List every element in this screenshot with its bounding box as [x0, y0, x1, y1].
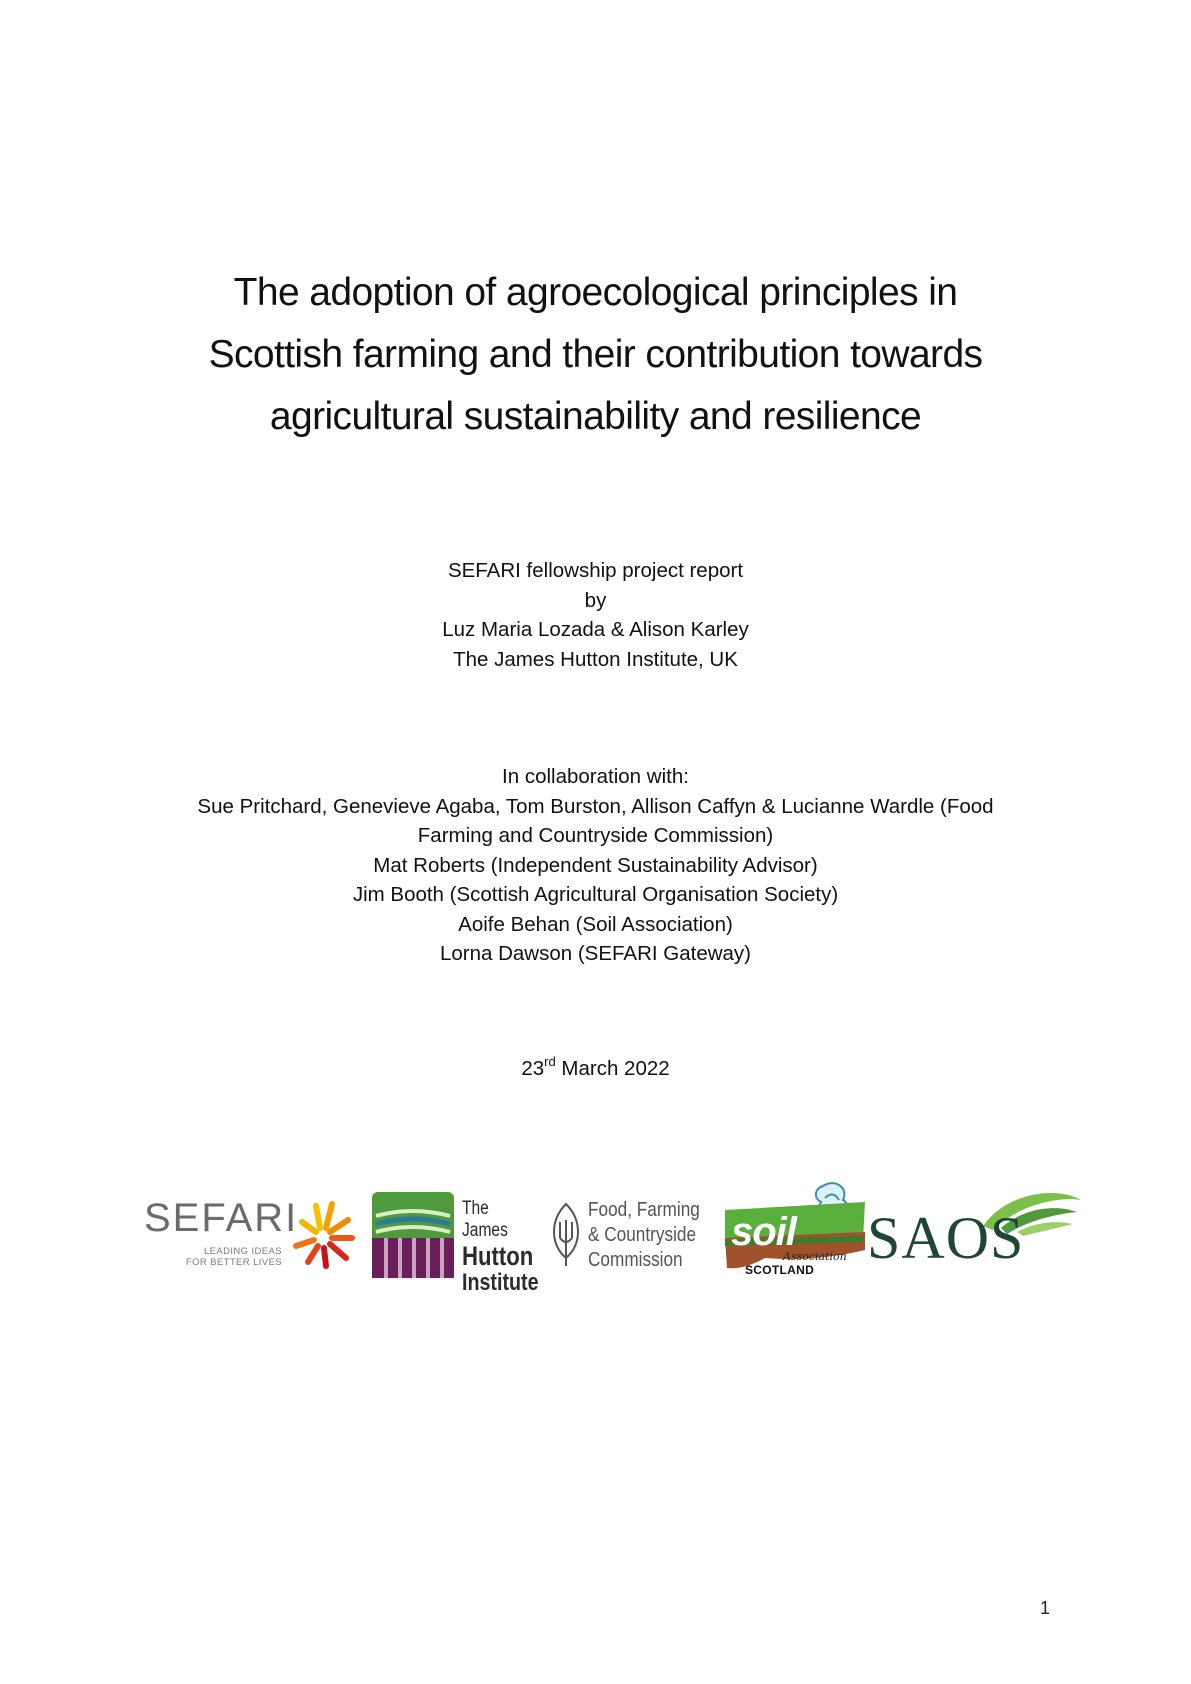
report-date [120, 1054, 1071, 1084]
soil-region: SCOTLAND [745, 1263, 815, 1277]
collaborator-line: Lorna Dawson (SEFARI Gateway) [439, 942, 752, 965]
soil-association-logo [725, 1180, 875, 1280]
collaborator-line: Jim Booth (Scottish Agricultural Organisation Society) [352, 883, 839, 906]
james-hutton-logo [372, 1192, 542, 1296]
report-title [120, 262, 1071, 448]
page-number: 1 [1040, 1598, 1051, 1618]
collaborator-line: Farming and Countryside Commission) [417, 824, 774, 847]
ffcc-line-2: & Countryside [588, 1224, 697, 1246]
ffcc-line-3: Commission [588, 1249, 683, 1271]
date-day: 23 [521, 1057, 545, 1080]
collaboration-heading: In collaboration with: [502, 765, 689, 788]
report-type: SEFARI fellowship project report [447, 559, 744, 582]
sefari-tagline-1: LEADING IDEAS [203, 1246, 282, 1257]
partner-logos [140, 1180, 1090, 1296]
report-institute: The James Hutton Institute, UK [453, 647, 738, 671]
hutton-line-2: Hutton [462, 1241, 534, 1271]
leaf-fork-icon [548, 1200, 584, 1270]
hutton-wordmark [462, 1198, 539, 1296]
collaborator-line: Sue Pritchard, Genevieve Agaba, Tom Burston, Allison Caffyn & Lucianne Wardle (Food [197, 794, 994, 818]
collaborator-line: Mat Roberts (Independent Sustainability Advisor) [373, 853, 818, 877]
sefari-tagline-2: FOR BETTER LIVES [185, 1257, 282, 1268]
sefari-wordmark: SEFARI [144, 1196, 299, 1240]
title-line-3: agricultural sustainability and resilience [269, 395, 922, 438]
collaborator-line: Aoife Behan (Soil Association) [458, 912, 733, 936]
hutton-mark-icon [372, 1192, 454, 1278]
saos-logo [867, 1186, 1092, 1276]
date-month-year: March 2022 [555, 1057, 670, 1080]
sefari-tagline [178, 1246, 282, 1268]
hutton-line-1: The James [462, 1198, 508, 1241]
ffcc-wordmark [588, 1198, 700, 1273]
report-info [120, 556, 1071, 674]
collaborators [120, 762, 1071, 969]
date-suffix: rd [544, 1054, 556, 1069]
saos-wordmark: SAOS [867, 1205, 1025, 1271]
title-line-2: Scottish farming and their contribution towards [208, 333, 983, 376]
title-line-1: The adoption of agroecological principles in [233, 271, 958, 314]
report-by: by [584, 588, 607, 612]
sefari-sun-icon [286, 1192, 356, 1270]
soil-association-script: Association [783, 1250, 847, 1263]
ffcc-logo [548, 1192, 708, 1278]
sefari-logo [140, 1192, 355, 1270]
soil-wordmark: soil [731, 1210, 796, 1254]
report-authors: Luz Maria Lozada & Alison Karley [442, 618, 749, 641]
hutton-line-3: Institute [462, 1269, 539, 1296]
ffcc-line-1: Food, Farming [588, 1199, 700, 1221]
